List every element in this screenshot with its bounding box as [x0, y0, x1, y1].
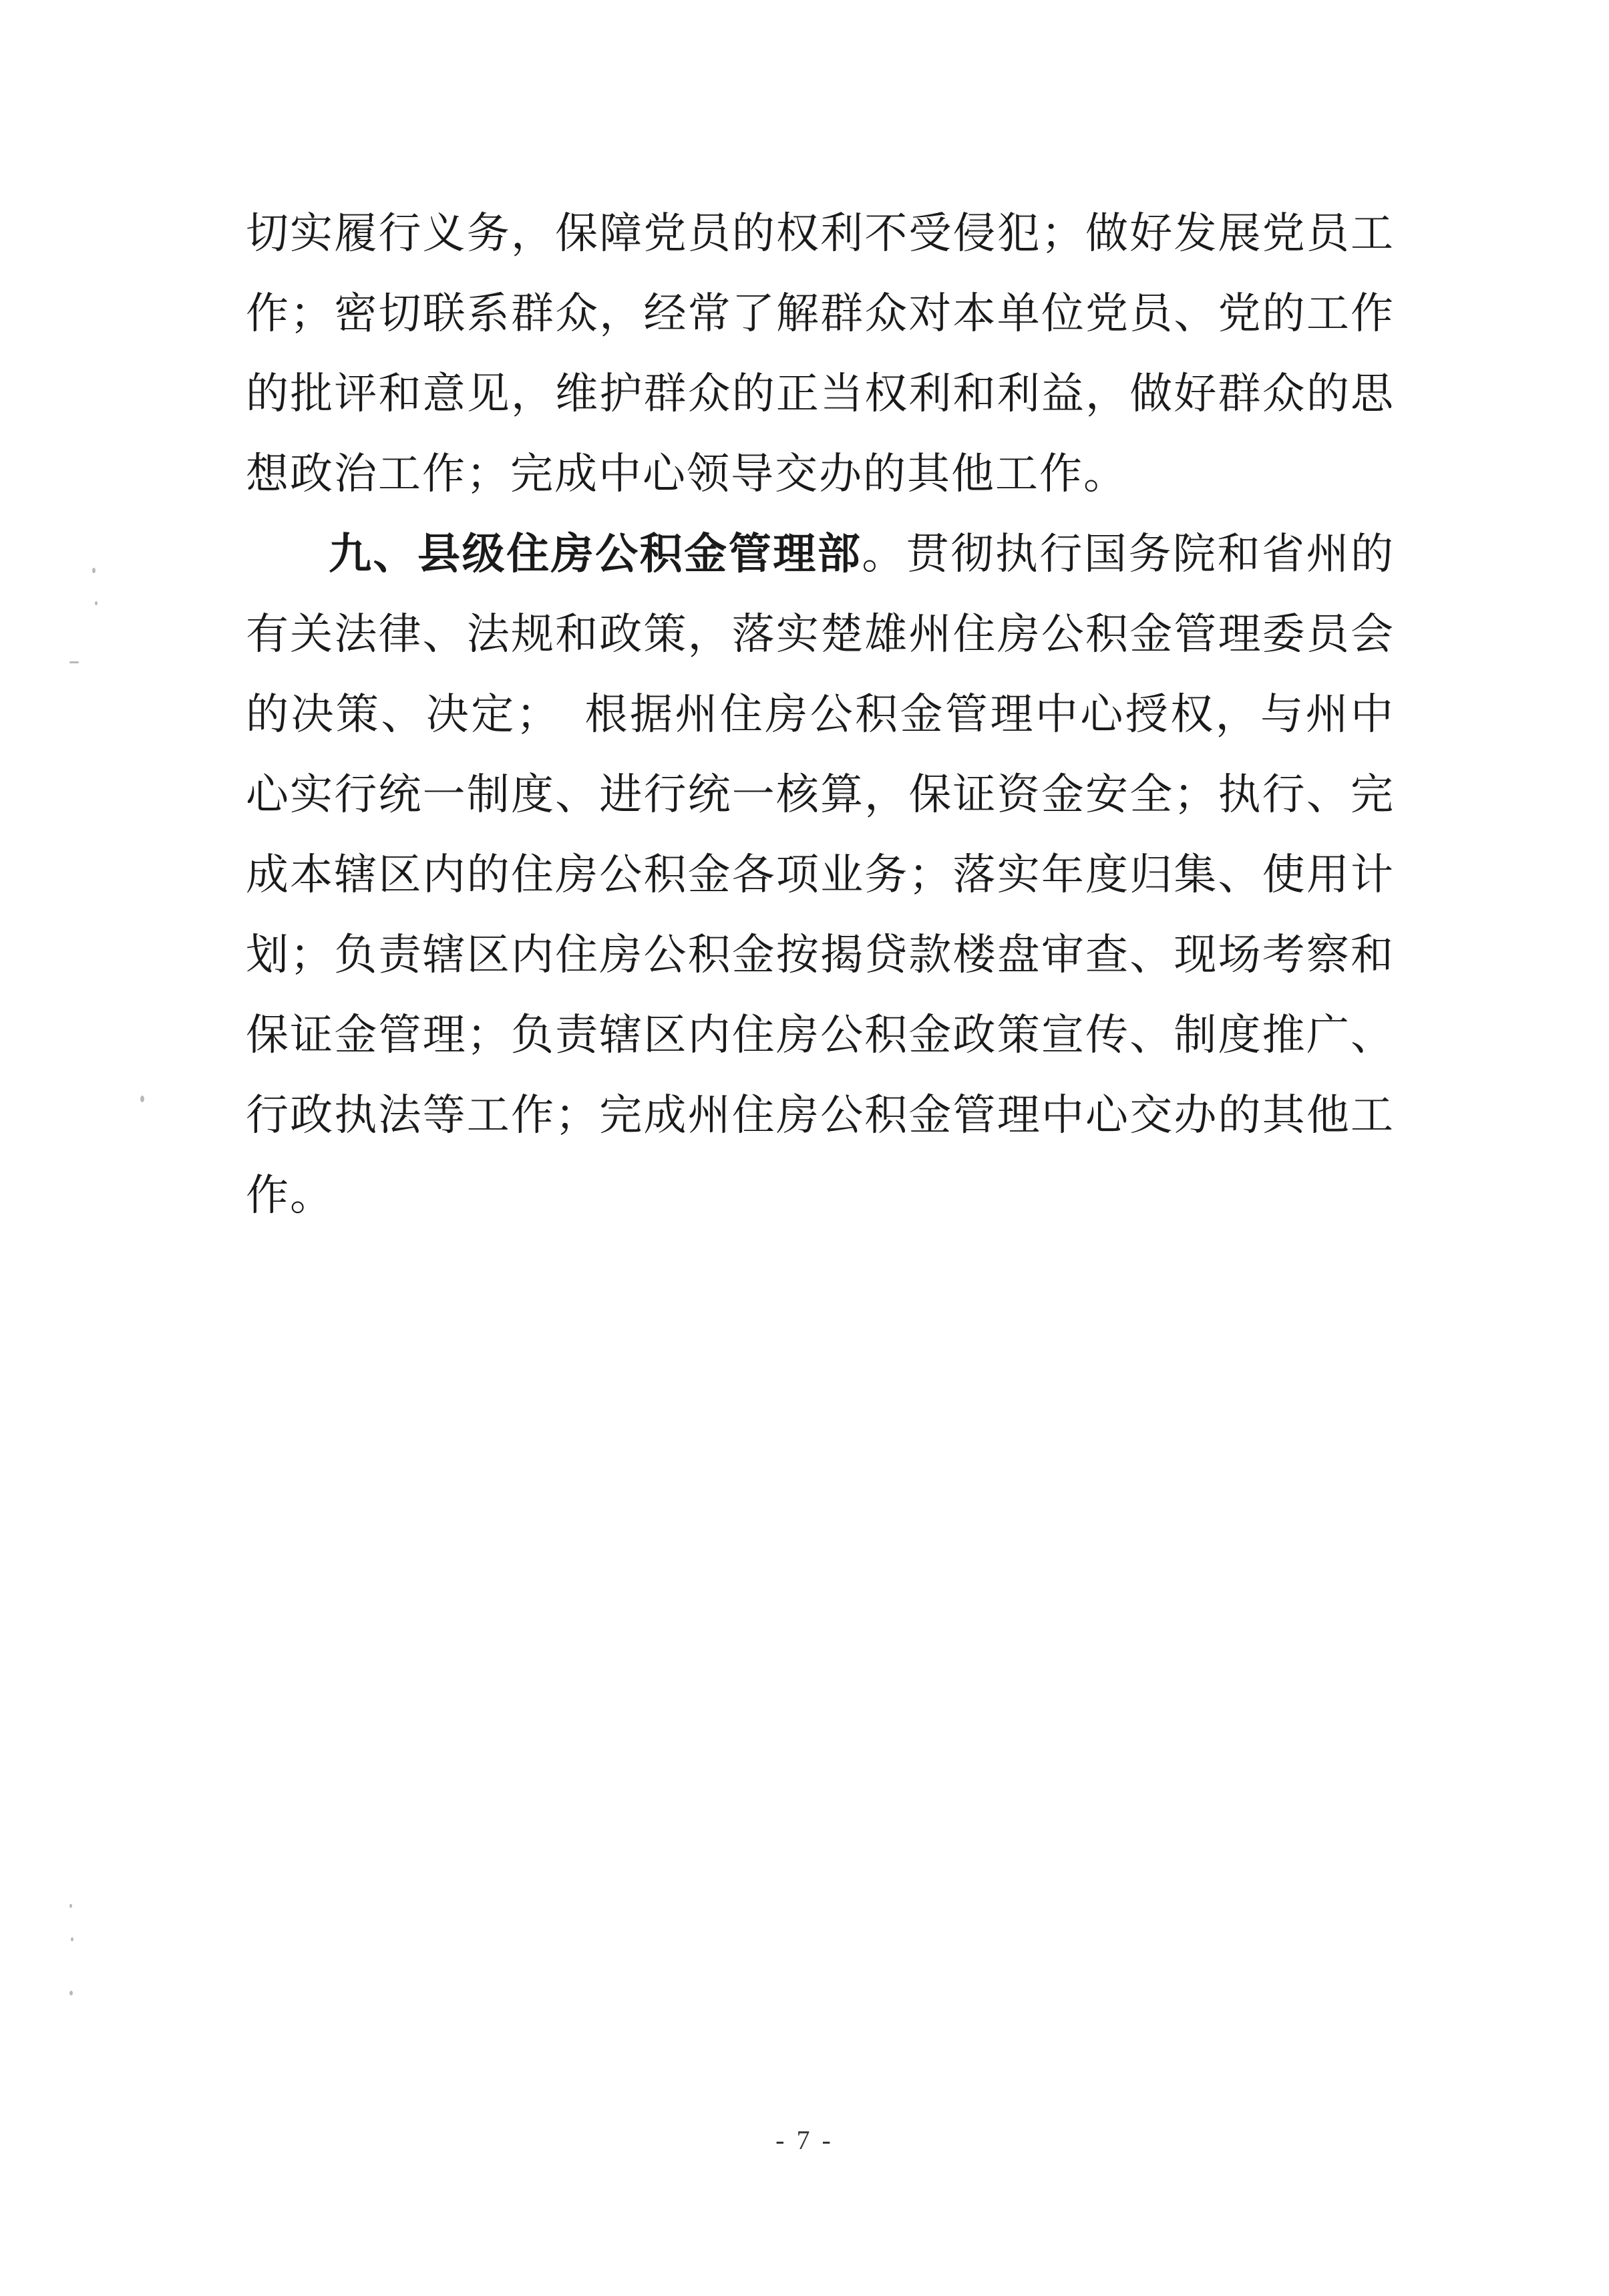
section-line: 成本辖区内的住房公积金各项业务；落实年度归集、使用计	[246, 850, 1395, 900]
paragraph-line: 的批评和意见，维护群众的正当权利和利益，做好群众的思	[246, 369, 1395, 419]
paragraph-line: 作；密切联系群众，经常了解群众对本单位党员、党的工作	[246, 289, 1395, 339]
section-first-line	[329, 511, 1395, 598]
scan-speck	[69, 1904, 72, 1908]
section-line: 划；负责辖区内住房公积金按揭贷款楼盘审查、现场考察和	[246, 931, 1395, 980]
scan-speck	[95, 601, 98, 605]
paragraph-line: 切实履行义务，保障党员的权利不受侵犯；做好发展党员工	[246, 209, 1395, 259]
section-line: 心实行统一制度、进行统一核算，保证资金安全；执行、完	[246, 770, 1395, 820]
scan-speck	[69, 1991, 73, 1995]
scan-speck	[69, 661, 79, 663]
section-line: 有关法律、法规和政策，落实楚雄州住房公积金管理委员会	[246, 610, 1395, 659]
section-heading: 九、县级住房公积金管理部	[329, 529, 862, 579]
page-number: - 7 -	[775, 2125, 834, 2155]
scan-speck	[92, 568, 96, 573]
section-line: 保证金管理；负责辖区内住房公积金政策宣传、制度推广、	[246, 1011, 1395, 1060]
section-line: 行政执法等工作；完成州住房公积金管理中心交办的其他工	[246, 1091, 1395, 1140]
section-line: 的决策、决定； 根据州住房公积金管理中心授权，与州中	[246, 690, 1395, 740]
section-first-line-text: 。贯彻执行国务院和省州的	[862, 530, 1395, 579]
paragraph-line: 想政治工作；完成中心领导交办的其他工作。	[246, 450, 1127, 499]
scan-speck	[71, 1937, 73, 1941]
section-line: 作。	[246, 1171, 334, 1220]
scan-speck	[140, 1096, 144, 1102]
